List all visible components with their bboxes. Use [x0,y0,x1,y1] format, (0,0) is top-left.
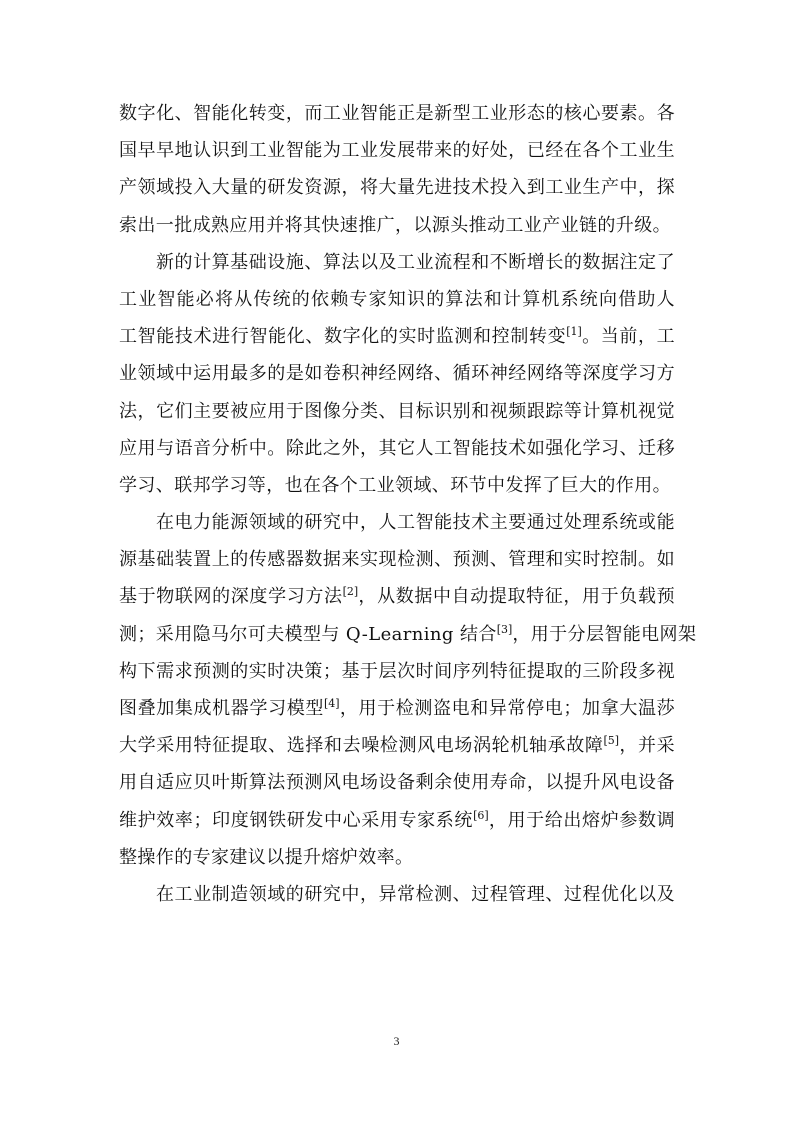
text-line [119,430,675,467]
text-line [119,541,675,578]
text-segment: 。当前，工 [581,326,675,348]
text-line [119,393,675,430]
text-segment: 新的计算基础设施、算法以及工业流程和不断增长的数据注定了 [156,251,675,273]
citation-ref: [5] [603,734,620,748]
text-line [119,244,675,281]
text-line [119,355,675,392]
body-text [119,95,697,913]
text-segment: 业领域中运用最多的是如卷积神经网络、循环神经网络等深度学习方 [119,363,675,385]
citation-ref: [6] [473,808,489,822]
text-segment: ，用于检测盗电和异常停电；加拿大温莎 [339,698,675,719]
citation-ref: [4] [323,697,340,710]
text-line [119,876,675,913]
text-line [119,653,675,690]
text-line [119,764,675,801]
text-line [119,132,675,169]
text-segment: ，用于分层智能电网架 [512,623,697,645]
citation-ref: [3] [496,622,513,636]
text-segment: 测；采用隐马尔可夫模型与 Q-Learning 结合 [119,623,497,645]
page-number: 3 [393,1034,400,1048]
text-segment: 索出一批成熟应用并将其快速推广，以源头推动工业产业链的升级。 [119,214,671,236]
text-segment: 构下需求预测的实时决策；基于层次时间序列特征提取的三阶段多视 [119,660,675,682]
text-segment: 产领域投入大量的研发资源，将大量先进技术投入到工业生产中，探 [119,177,675,199]
citation-ref: [2] [342,585,359,599]
text-segment: 整操作的专家建议以提升熔炉效率。 [119,846,414,868]
text-line [119,802,675,839]
text-segment: ，并采 [619,735,675,757]
text-line [119,207,675,244]
text-segment: 图叠加集成机器学习模型 [119,698,324,719]
text-segment: 大学采用特征提取、选择和去噪检测风电场涡轮机轴承故障 [119,735,604,757]
text-segment: ，从数据中自动提取特征，用于负载预 [358,586,675,608]
text-segment: 维护效率；印度钢铁研发中心采用专家系统 [119,809,474,831]
text-segment: 基于物联网的深度学习方法 [119,586,343,608]
text-line [119,318,675,355]
text-segment: 学习、联邦学习等，也在各个工业领域、环节中发挥了巨大的作用。 [119,474,671,496]
text-segment: 源基础装置上的传感器数据来实现检测、预测、管理和实时控制。如 [119,549,675,571]
text-segment: 工智能技术进行智能化、数字化的实时监测和控制转变 [119,326,567,348]
text-line [119,839,675,876]
text-segment: 用自适应贝叶斯算法预测风电场设备剩余使用寿命，以提升风电设备 [119,772,675,794]
text-segment: 在工业制造领域的研究中，异常检测、过程管理、过程优化以及 [156,883,675,905]
text-line [119,690,675,727]
text-segment: 在电力能源领域的研究中，人工智能技术主要通过处理系统或能 [156,512,675,534]
text-line [119,281,675,318]
text-segment: 工业智能必将从传统的依赖专家知识的算法和计算机系统向借助人 [119,288,675,310]
text-line [119,169,675,206]
text-segment: 国早早地认识到工业智能为工业发展带来的好处，已经在各个工业生 [119,140,675,162]
text-line [119,95,675,132]
text-segment: 数字化、智能化转变，而工业智能正是新型工业形态的核心要素。各 [119,103,675,124]
text-line [119,467,675,504]
text-segment: 应用与语音分析中。除此之外，其它人工智能技术如强化学习、迁移 [119,437,675,459]
text-line [119,504,675,541]
citation-ref: [1] [566,325,582,339]
text-segment: ，用于给出熔炉参数调 [488,809,675,831]
text-line [119,578,675,615]
text-line [119,616,697,653]
text-segment: 法，它们主要被应用于图像分类、目标识别和视频跟踪等计算机视觉 [119,400,675,422]
text-line [119,727,675,764]
